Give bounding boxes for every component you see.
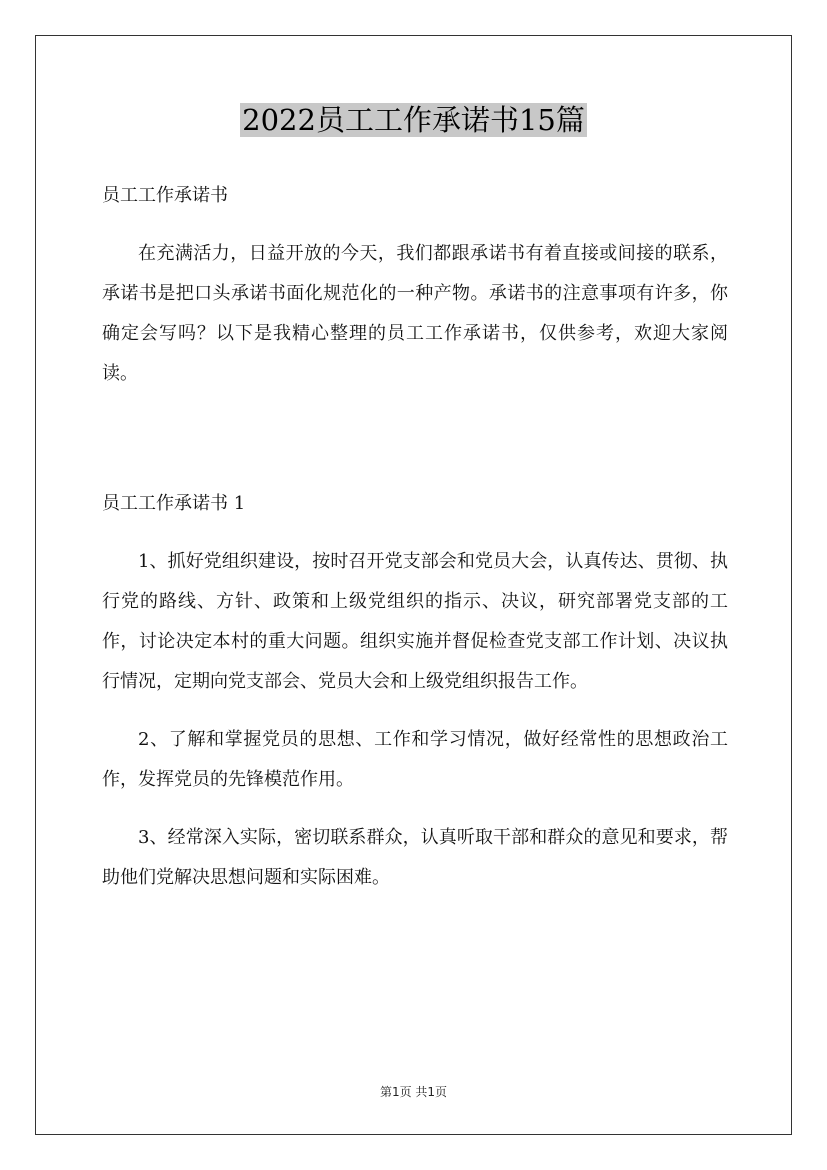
list-item: 1、抓好党组织建设，按时召开党支部会和党员大会，认真传达、贯彻、执行党的路线、方针、政策和上级党组织的指示、决议，研究部署党支部的工作，讨论决定本村的重大问题。组织实施并督促检查党支部工作计划、决议执行情况，定期向党支部会、党员大会和上级党组织报告工作。 xyxy=(102,551,728,692)
list-item: 2、了解和掌握党员的思想、工作和学习情况，做好经常性的思想政治工作，发挥党员的先锋模范作用。 xyxy=(102,729,728,790)
page-footer: 第1页 共1页 xyxy=(379,1085,448,1099)
list-item: 3、经常深入实际，密切联系群众，认真听取干部和群众的意见和要求，帮助他们党解决思想问题和实际困难。 xyxy=(102,827,728,888)
document-body xyxy=(102,176,728,916)
section1-heading: 员工工作承诺书 1 xyxy=(102,493,246,514)
intro-heading: 员工工作承诺书 xyxy=(102,185,228,206)
document-title xyxy=(0,98,827,142)
section-gap xyxy=(102,412,728,484)
document-title-text: 2022员工工作承诺书15篇 xyxy=(242,103,585,137)
intro-paragraph: 在充满活力，日益开放的今天，我们都跟承诺书有着直接或间接的联系，承诺书是把口头承诺书面化规范化的一种产物。承诺书的注意事项有许多，你确定会写吗？以下是我精心整理的员工工作承诺书，仅供参考，欢迎大家阅读。 xyxy=(102,243,728,384)
